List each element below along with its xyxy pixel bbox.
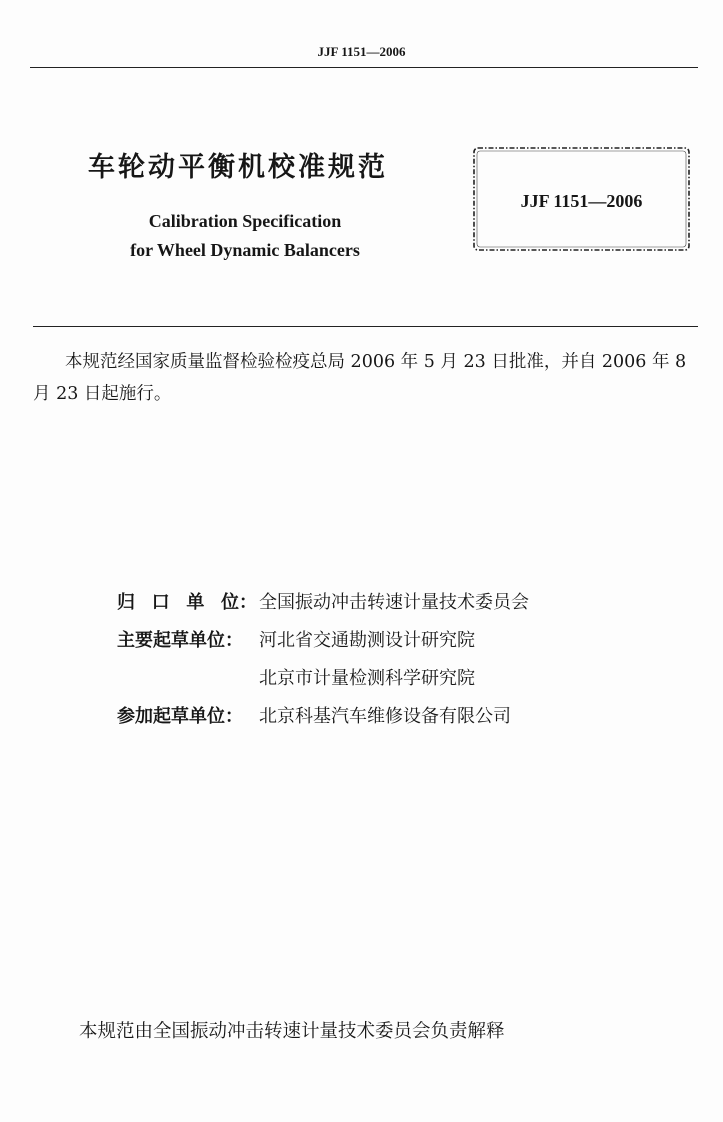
document-title-english-line1: Calibration Specification: [148, 211, 342, 231]
header-standard-code: JJF 1151—2006: [317, 44, 406, 59]
participating-unit-value: 北京科基汽车维修设备有限公司: [259, 706, 511, 727]
frame-standard-code: JJF 1151—2006: [520, 191, 643, 211]
document-title-english-line2: for Wheel Dynamic Balancers: [130, 240, 360, 260]
document-title-chinese: 车轮动平衡机校准规范: [88, 152, 388, 183]
responsible-unit-label: 归 口 单 位：: [117, 592, 257, 613]
standard-code-frame: [470, 143, 693, 255]
approval-statement: 本规范经国家质量监督检验检疫总局 2006 年 5 月 23 日批准，并自 2006 年 8 月 23 日起施行。: [33, 352, 687, 404]
main-drafting-unit-value-1: 河北省交通勘测设计研究院: [259, 630, 475, 651]
main-drafting-unit-label: 主要起草单位：: [117, 630, 243, 651]
section-rule: [33, 326, 698, 327]
interpretation-note: 本规范由全国振动冲击转速计量技术委员会负责解释: [79, 1021, 505, 1042]
main-drafting-unit-value-2: 北京市计量检测科学研究院: [259, 668, 475, 689]
header-rule: [30, 67, 698, 68]
participating-unit-label: 参加起草单位：: [117, 706, 243, 727]
responsible-unit-value: 全国振动冲击转速计量技术委员会: [259, 592, 529, 613]
